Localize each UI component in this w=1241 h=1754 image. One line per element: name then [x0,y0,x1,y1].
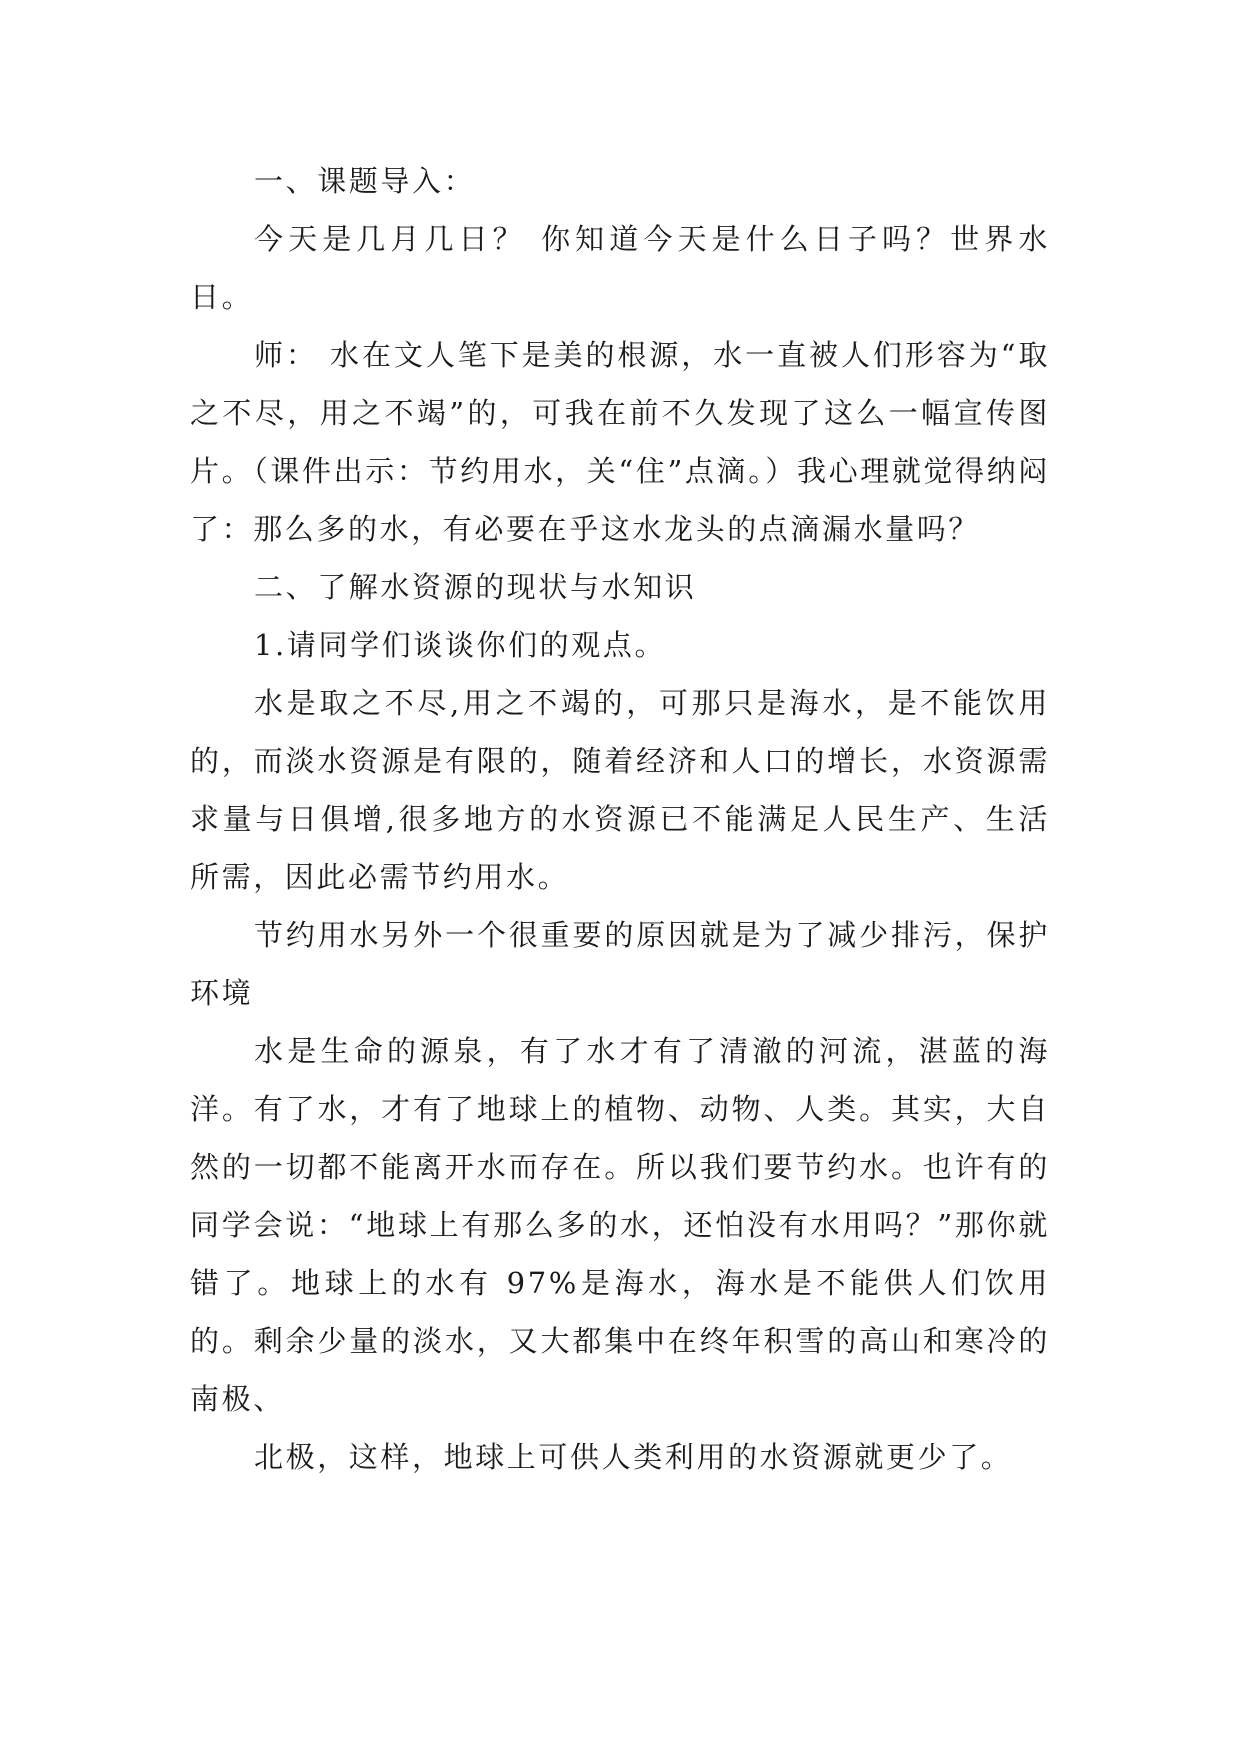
paragraph-world-water-day: 今天是几月几日？ 你知道今天是什么日子吗？世界水日。 [190,222,1050,314]
paragraph-reduce-pollution: 节约用水另外一个很重要的原因就是为了减少排污，保护环境 [190,918,1050,1010]
document-body [190,152,1050,1486]
paragraph-fresh-water-limited: 水是取之不尽,用之不竭的，可那只是海水，是不能饮用的，而淡水资源是有限的，随着经济和人口的增长，水资源需求量与日俱增,很多地方的水资源已不能满足人民生产、生活所需，因此必需节约用水。 [190,686,1050,894]
paragraph-water-source-of-life: 水是生命的源泉，有了水才有了清澈的河流，湛蓝的海洋。有了水，才有了地球上的植物、动物、人类。其实，大自然的一切都不能离开水而存在。所以我们要节约水。也许有的同学会说：“地球上有那么多的水，还怕没有水用吗？”那你就错了。地球上的水有 97%是海水，海水是不能供人们饮用的。剩余少量的淡水，又大都集中在终年积雪的高山和寒冷的南极、 [190,1034,1050,1416]
heading-lesson-intro: 一、课题导入： [254,164,476,198]
paragraph-teacher-remarks: 师： 水在文人笔下是美的根源，水一直被人们形容为“取之不尽，用之不竭”的，可我在前不久发现了这么一幅宣传图片。（课件出示：节约用水，关“住”点滴。）我心理就觉得纳闷了：那么多的水，有必要在乎这水龙头的点滴漏水量吗？ [190,338,1050,546]
heading-water-resources: 二、了解水资源的现状与水知识 [254,570,697,604]
paragraph-arctic-conclusion: 北极，这样，地球上可供人类利用的水资源就更少了。 [254,1440,1013,1474]
paragraph-discussion-prompt: 1.请同学们谈谈你们的观点。 [254,628,667,662]
